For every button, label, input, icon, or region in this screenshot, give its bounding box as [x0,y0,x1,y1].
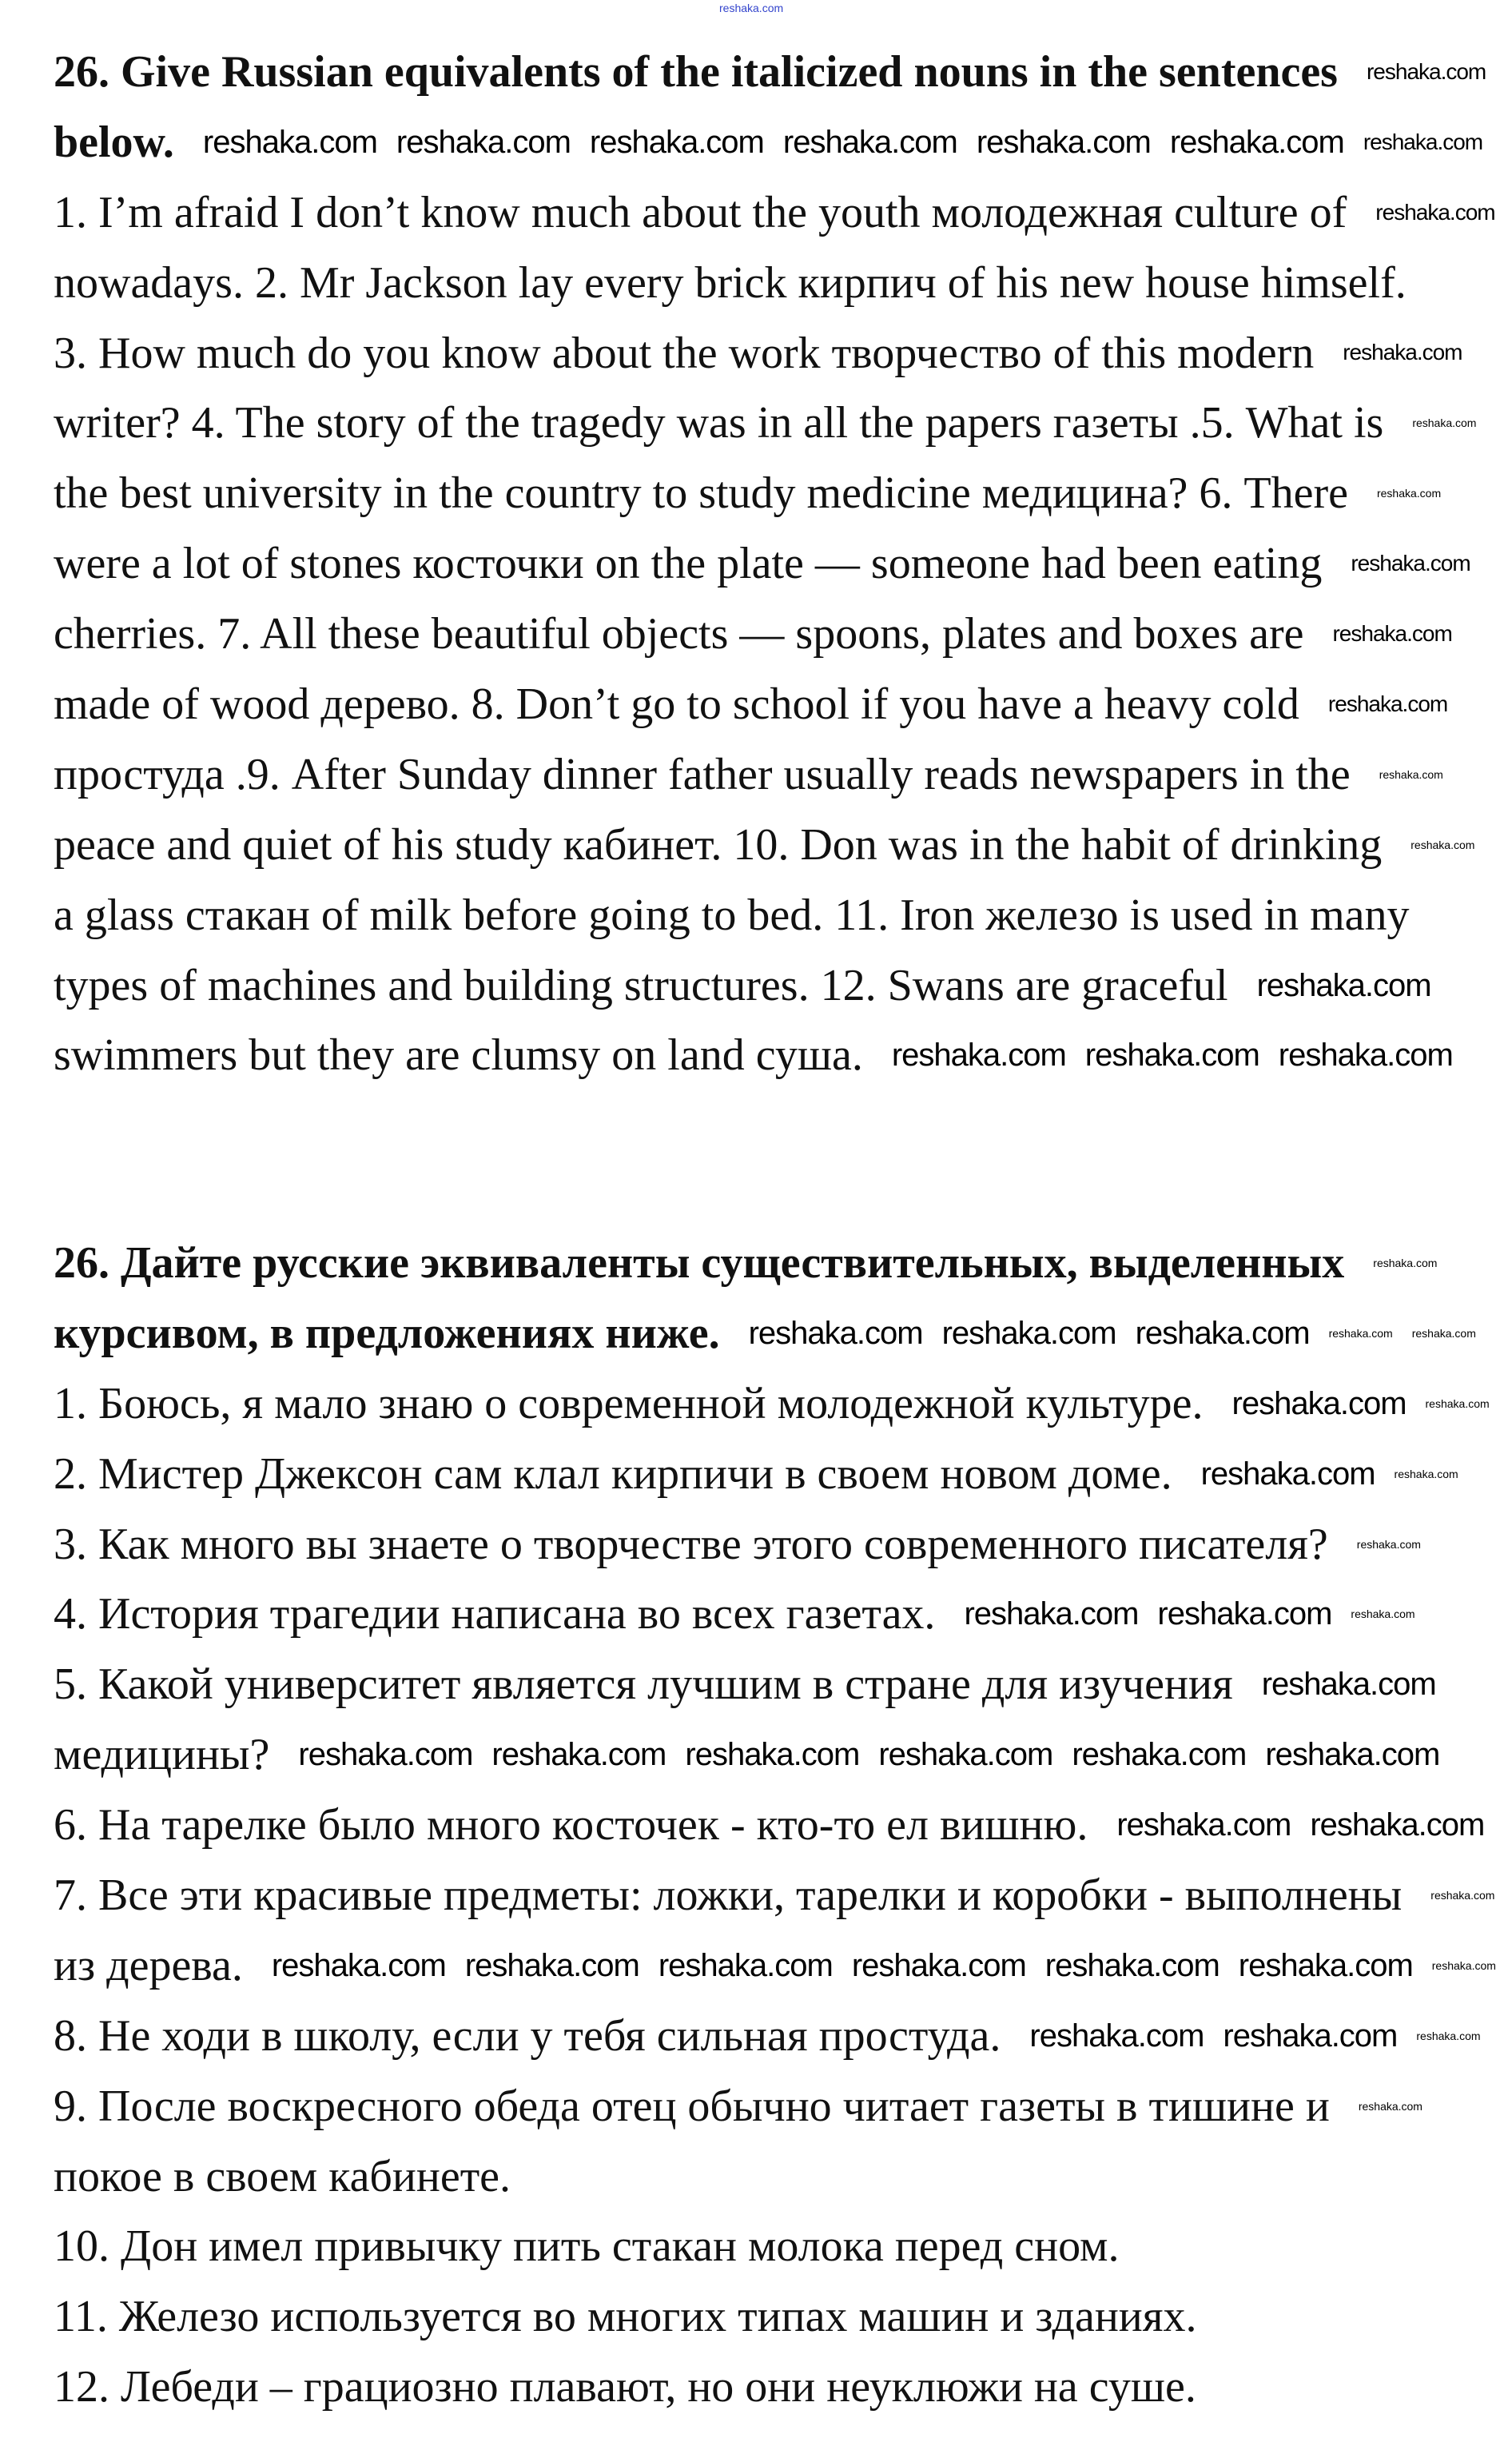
text-line-content: 3. How much do you know about the work творчество of this modern [54,328,1315,378]
watermark: reshaka.com [1328,1326,1393,1340]
text-line [54,2291,1197,2342]
text-line-content: writer? 4. The story of the tragedy was in all the papers газеты .5. What is [54,398,1384,448]
site-header-link[interactable]: reshaka.com [719,2,784,14]
text-line-content: 2. Мистер Джексон сам клал кирпичи в своем новом доме. [54,1448,1172,1499]
text-line-content: were a lot of stones косточки on the plate — someone had been eating [54,539,1323,589]
watermark: reshaka.com [271,1947,446,1983]
text-line [54,397,1383,448]
text-line-content: 6. На тарелке было много косточек - кто-то ел вишню. [54,1800,1088,1850]
watermark: reshaka.com [1332,621,1452,647]
text-line-content: the best university in the country to study medicine медицина? 6. There [54,468,1348,519]
watermark: reshaka.com [748,1315,923,1351]
watermark: reshaka.com [464,1947,639,1983]
text-line-content: 5. Какой университет является лучшим в стране для изучения [54,1659,1233,1710]
watermark: reshaka.com [1238,1947,1413,1983]
watermark: reshaka.com [1412,416,1477,430]
text-line [54,2361,1196,2412]
watermark: reshaka.com [1411,1326,1476,1340]
watermark: reshaka.com [298,1737,473,1773]
watermark: reshaka.com [491,1737,666,1773]
text-line-content: 11. Железо используется во многих типах машин и зданиях. [54,2292,1197,2342]
watermark: reshaka.com [1261,1667,1436,1703]
text-line [54,1799,1088,1850]
watermark: reshaka.com [1379,767,1443,781]
text-line-content: peace and quiet of his study кабинет. 10. Don was in the habit of drinking [54,819,1383,870]
heading-line [54,1237,1344,1289]
text-line [54,1030,863,1081]
text-line [54,1378,1204,1429]
watermark: reshaka.com [1044,1947,1220,1983]
watermark: reshaka.com [1157,1596,1332,1632]
watermark: reshaka.com [782,124,957,160]
text-line [54,2151,511,2202]
watermark: reshaka.com [396,124,571,160]
text-line-content: 4. История трагедии написана во всех газетах. [54,1589,936,1639]
text-line [54,187,1347,238]
watermark: reshaka.com [1358,2099,1422,2113]
watermark: reshaka.com [589,124,764,160]
watermark: reshaka.com [1343,340,1462,365]
text-line-content: types of machines and building structures. 12. Swans are graceful [54,960,1228,1010]
text-line-content: из дерева. [54,1940,243,1990]
text-line-content: 12. Лебеди – грациозно плавают, но они неуклюжи на суше. [54,2362,1196,2412]
watermark: reshaka.com [1256,967,1431,1003]
watermark: reshaka.com [851,1947,1026,1983]
watermark: reshaka.com [891,1038,1066,1074]
text-line-content: swimmers but they are clumsy on land суша. [54,1030,863,1081]
watermark: reshaka.com [964,1596,1139,1632]
text-line [54,468,1348,519]
heading-line [54,46,1338,98]
text-line-content: 3. Как много вы знаете о творчестве этого современного писателя? [54,1519,1328,1569]
text-line-content: 7. Все эти красивые предметы: ложки, тарелки и коробки - выполнены [54,1870,1403,1921]
text-line-content: простуда .9. After Sunday dinner father usually reads newspapers in the [54,749,1351,799]
text-line [54,608,1303,659]
exercise-heading: 26. Дайте русские эквиваленты существительных, выделенных [54,1238,1345,1288]
watermark: reshaka.com [1351,551,1470,576]
heading-line [54,1308,720,1359]
text-line [54,679,1299,730]
text-line [54,2010,1001,2062]
text-line [54,257,1407,309]
text-line-content: 9. После воскресного обеда отец обычно читает газеты в тишине и [54,2081,1330,2131]
text-line-content: медицины? [54,1730,270,1780]
watermark: reshaka.com [1430,1888,1495,1902]
watermark: reshaka.com [1425,1396,1490,1410]
text-line [54,1519,1328,1570]
text-line-content: a glass стакан of milk before going to bed. 11. Iron железо is used in many [54,890,1410,940]
text-line [54,1448,1172,1500]
text-line-content: nowadays. 2. Mr Jackson lay every brick кирпич of his new house himself. [54,257,1407,308]
watermark: reshaka.com [1327,691,1448,716]
watermark: reshaka.com [1116,1807,1291,1843]
heading-line [54,117,174,168]
text-line [54,1940,243,1991]
text-line-content: 10. Дон имел привычку пить стакан молока перед сном. [54,2221,1120,2272]
watermark: reshaka.com [1373,1256,1438,1269]
text-line [54,1659,1233,1710]
exercise-heading: below. [54,117,174,167]
watermark: reshaka.com [202,124,377,160]
text-line [54,749,1351,800]
watermark: reshaka.com [685,1737,860,1773]
text-line-content: покое в своем кабинете. [54,2151,511,2201]
text-line [54,328,1314,379]
text-line [54,2221,1119,2272]
text-line [54,1870,1402,1921]
watermark: reshaka.com [1416,2029,1481,2042]
watermark: reshaka.com [976,124,1151,160]
watermark: reshaka.com [1223,2018,1398,2054]
text-line [54,538,1322,589]
text-line [54,890,1410,941]
watermark: reshaka.com [1231,1385,1407,1421]
watermark: reshaka.com [878,1737,1053,1773]
watermark: reshaka.com [1169,124,1344,160]
watermark: reshaka.com [1376,487,1442,500]
watermark: reshaka.com [1278,1038,1453,1074]
text-line [54,819,1382,870]
watermark: reshaka.com [1356,1537,1421,1551]
watermark: reshaka.com [1411,838,1475,851]
watermark: reshaka.com [1029,2018,1204,2054]
text-line-content: 1. Боюсь, я мало знаю о современной молодежной культуре. [54,1378,1204,1428]
english-exercise [54,46,1410,1100]
watermark: reshaka.com [1265,1737,1440,1773]
watermark: reshaka.com [1351,1607,1415,1621]
watermark: reshaka.com [1084,1038,1259,1074]
text-line-content: 1. I’m afraid I don’t know much about the youth молодежная culture of [54,187,1347,237]
watermark: reshaka.com [1366,58,1486,84]
text-line [54,1588,935,1639]
watermark: reshaka.com [1072,1737,1247,1773]
watermark: reshaka.com [1431,1958,1496,1972]
watermark: reshaka.com [658,1947,833,1983]
text-line [54,2081,1330,2132]
watermark: reshaka.com [1394,1467,1458,1480]
watermark: reshaka.com [941,1315,1116,1351]
exercise-heading: 26. Give Russian equivalents of the italicized nouns in the sentences [54,47,1338,97]
watermark: reshaka.com [1135,1315,1310,1351]
watermark: reshaka.com [1375,199,1495,225]
watermark: reshaka.com [1310,1807,1485,1843]
watermark: reshaka.com [1200,1456,1375,1492]
text-line-content: cherries. 7. All these beautiful objects — spoons, plates and boxes are [54,609,1304,659]
watermark: reshaka.com [1363,129,1483,154]
text-line-content: 8. Не ходи в школу, если у тебя сильная простуда. [54,2010,1001,2061]
exercise-heading: курсивом, в предложениях ниже. [54,1308,720,1358]
text-line [54,960,1228,1011]
text-line-content: made of wood дерево. 8. Don’t go to school if you have a heavy cold [54,679,1299,730]
text-line [54,1729,269,1780]
